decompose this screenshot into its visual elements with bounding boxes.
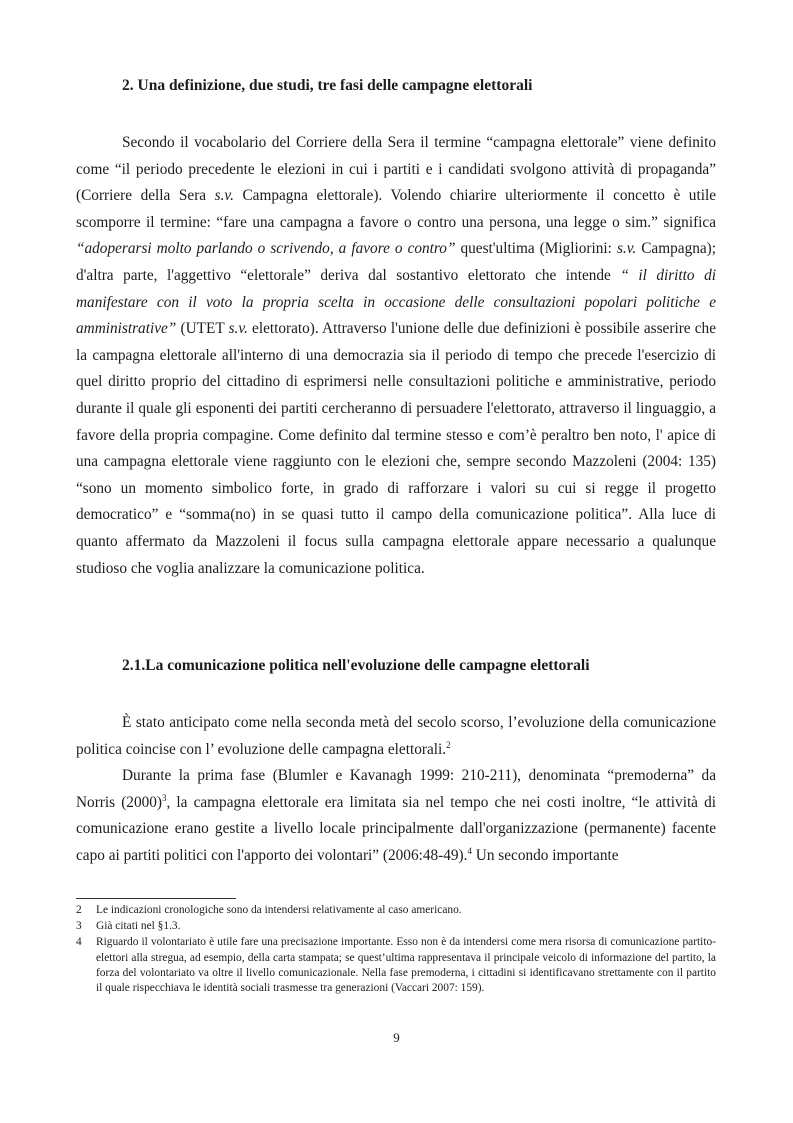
footnote-number: 4 [76, 936, 82, 949]
subsection-heading: 2.1.La comunicazione politica nell'evoluzione delle campagne elettorali [122, 657, 590, 674]
footnote [76, 903, 716, 918]
section-heading: 2. Una definizione, due studi, tre fasi delle campagne elettorali [122, 77, 533, 94]
text-run-italic: s.v. [214, 187, 234, 205]
text-run: , la campagna elettorale era limitata sia nel tempo che nei costi inoltre, “le attività di comunicazione erano gestite a livello locale principalmente dall'organizzazione (permanente) facente capo ai partiti politici con l'apporto dei volontari” (2006:48-49). [76, 793, 716, 864]
footnote-text: Le indicazioni cronologiche sono da intendersi relativamente al caso americano. [96, 904, 462, 916]
page-number: 9 [393, 1030, 400, 1045]
footnote [76, 935, 716, 996]
footnote-text: Già citati nel §1.3. [96, 920, 181, 933]
footnote-divider [76, 898, 236, 899]
text-run-italic: s.v. [616, 240, 637, 258]
body-paragraph [76, 130, 716, 582]
text-run: Un secondo importante [471, 846, 619, 864]
text-run: È stato anticipato come nella seconda metà del secolo scorso, l’evoluzione della comunicazione politica coincise con l’ evoluzione delle campagna elettorali. [76, 714, 716, 758]
footnote [76, 919, 716, 934]
text-run: (UTET [176, 320, 229, 338]
footnote-number: 3 [76, 920, 82, 933]
quote-italic: “adoperarsi molto parlando o scrivendo, a favore o contro” [76, 240, 456, 258]
quote-italic: “ il diritto di manifestare con il voto la propria scelta in occasione delle consultazioni popolari politiche e amministrative” [76, 266, 716, 338]
footnote-ref[interactable]: 2 [446, 739, 451, 750]
footnote-ref[interactable]: 4 [467, 845, 472, 856]
body-paragraph [76, 710, 716, 763]
text-run: Secondo il vocabolario del Corriere della Sera il termine “campagna elettorale” viene definito come “il periodo precedente le elezioni in cui i partiti e i candidati svolgono attività di propaganda” (Corriere della Sera [76, 134, 716, 205]
footnote-number: 2 [76, 904, 82, 916]
text-run: elettorato). Attraverso l'unione delle due definizioni è possibile asserire che la campagna elettorale all'interno di una democrazia sia il periodo di tempo che precede l'esercizio di quel diritto proprio del cittadino di esprimersi nelle consultazioni politiche e amministrative, periodo durante il quale gli esponenti dei partiti cercheranno di persuadere l'elettorato, attraverso il linguaggio, a favore della propria compagine. Come definito dal termine stesso e com’è peraltro ben noto, l' apice di una campagna elettorale viene raggiunto con le elezioni che, sempre secondo Mazzoleni (2004: 135) “sono un momento simbolico forte, in grado di rafforzare i valori su cui si regge il progetto democratico” e “somma(no) in se quasi tutto il campo della comunicazione politica”. Alla luce di quanto affermato da Mazzoleni il focus sulla campagna elettorale appare necessario a qualunque studioso che voglia analizzare la comunicazione politica. [76, 320, 716, 577]
body-paragraph [76, 763, 716, 869]
text-run: Campagna elettorale). Volendo chiarire ulteriormente il concetto è utile scomporre il termine: “fare una campagna a favore o contro una persona, una legge o sim.” significa [76, 187, 716, 231]
text-run: Campagna); d'altra parte, l'aggettivo “elettorale” deriva dal sostantivo elettorato che intende [76, 240, 716, 284]
text-run: quest'ultima (Migliorini: [455, 240, 617, 258]
text-run: Durante la prima fase (Blumler e Kavanagh 1999: 210-211), denominata “premoderna” da Norris (2000) [76, 767, 716, 811]
footnote-ref[interactable]: 3 [161, 792, 167, 803]
footnotes [76, 903, 716, 997]
text-run-italic: s.v. [228, 320, 248, 338]
footnote-text: Riguardo il volontariato è utile fare una precisazione importante. Esso non è da intendersi come mera risorsa di comunicazione partito-elettori alla stregua, ad esempio, della carta stampata; se quest’ultima rappresentava il principale veicolo di informazione del partito, la forza del volontariato va oltre il livello comunicazionale. Nella fase premoderna, i cittadini si identificavano strettamente con il partito il quale rispecchiava le identità sociali trasmesse tra generazioni (Vaccari 2007: 159). [96, 936, 716, 995]
